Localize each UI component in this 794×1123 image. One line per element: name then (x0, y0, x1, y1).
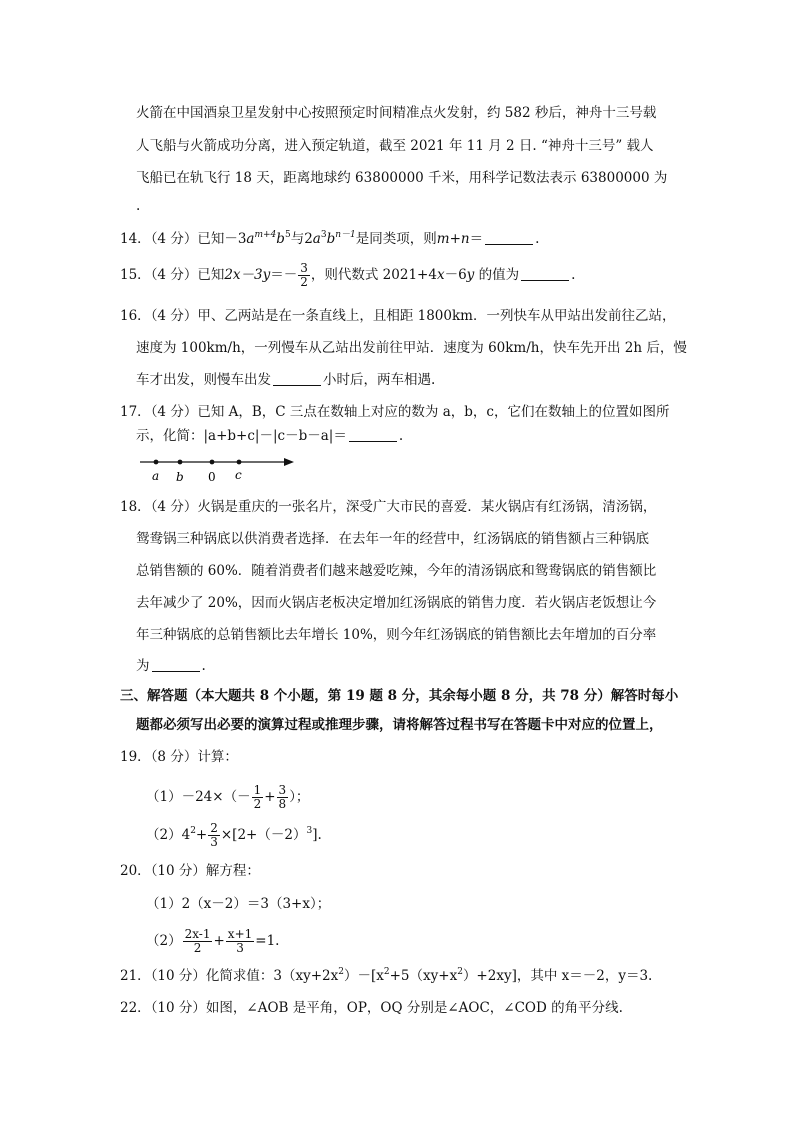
fraction-2x-1-over-2: $\frac{2x-1}{2}$ (184, 927, 211, 955)
question-18-line-2: 鸳鸯锅三种锅底以供消费者选择．在去年一年的经营中，红汤锅底的销售额占三种锅底 (136, 531, 649, 547)
fraction-3-over-2: $\frac{3}{2}$ (300, 261, 308, 289)
question-18-line-1: 18．（4 分）火锅是重庆的一张名片，深受广大市民的喜爱．某火锅店有红汤锅，清汤锅， (120, 499, 657, 515)
fraction-x+1-over-3: $\frac{x+1}{3}$ (227, 927, 253, 955)
question-16-line-1: 16．（4 分）甲、乙两站是在一条直线上，且相距 1800km．一列快车从甲站出发前往乙站， (120, 308, 676, 324)
fraction-3-over-8: $\frac{3}{8}$ (278, 783, 287, 811)
question-17-line-1: 17．（4 分）已知 A，B，C 三点在数轴上对应的数为 a，b，c，它们在数轴上的位置如图所 (120, 404, 670, 420)
answer-blank-16 (273, 371, 321, 386)
section-3-heading-line-1: 三、解答题（本大题共 8 个小题，第 19 题 8 分，其余每小题 8 分，共 78 分）解答时每小 (120, 688, 679, 704)
question-19-part-1: （1）－24×（－ $\frac{1}{2}$ + $\frac{3}{8}$ ）； (146, 783, 310, 811)
question-20-part-1: （1）2（x－2）＝3（3+x）； (146, 896, 331, 912)
point-origin (210, 460, 215, 465)
label-b: b (176, 470, 184, 484)
question-14: 14．（4 分）已知$-3a^{m+4}b^5$与$2a^3b^{n-1}$是同类项，则m+n＝ . (120, 230, 540, 247)
question-21: 21．（10 分）化简求值：$3(xy+2x^2)-[x^2+5(xy+x^2)+2xy]$，其中 x＝－2，y＝3. (120, 967, 653, 984)
number-line-figure (138, 452, 298, 492)
question-18-line-6: 为 . (136, 658, 206, 674)
answer-blank-17 (349, 427, 397, 442)
question-16-line-3: 车才出发，则慢车出发 小时后，两车相遇. (136, 372, 436, 388)
question-20-part-2: （2） $\frac{2x-1}{2}$ + $\frac{x+1}{3}$ =1. (146, 927, 280, 955)
intro-line-1: 火箭在中国酒泉卫星发射中心按照预定时间精准点火发射，约 582 秒后，神舟十三号载 (136, 105, 657, 121)
answer-blank-14 (485, 230, 533, 245)
section-3-heading-line-2: 题都必须写出必要的演算过程或推理步骤，请将解答过程书写在答题卡中对应的位置上， (136, 717, 663, 733)
question-20-heading: 20．（10 分）解方程： (120, 863, 260, 879)
answer-blank-15 (521, 266, 569, 281)
label-c: c (235, 468, 242, 482)
question-15: 15．（4 分）已知2x－3y＝－ $\frac{3}{2}$ ，则代数式 2021+4x－6y 的值为 . (120, 261, 576, 289)
label-0: 0 (208, 470, 216, 484)
question-18-line-4: 去年减少了 20%，因而火锅店老板决定增加红汤锅底的销售力度．若火锅店老饭想让今 (136, 595, 657, 611)
question-18-line-3: 总销售额的 60%．随着消费者们越来越爱吃辣，今年的清汤锅底和鸳鸯锅底的销售额比 (136, 563, 657, 579)
fraction-2-over-3: $\frac{2}{3}$ (210, 821, 218, 849)
fraction-1-over-2: $\frac{1}{2}$ (253, 783, 262, 811)
question-19-part-2: $(2)4^2+$ $\frac{2}{3}$ $\times[2+(-2)^3]$. (146, 821, 322, 849)
point-c (237, 460, 242, 465)
intro-line-3: 飞船已在轨飞行 18 天，距离地球约 63800000 千米，用科学记数法表示 63800000 为 (136, 170, 668, 186)
point-a (154, 460, 159, 465)
question-18-line-5: 年三种锅底的总销售额比去年增长 10%，则今年红汤锅底的销售额比去年增加的百分率 (136, 627, 657, 643)
question-17-line-2: 示，化简：|a+b+c|－|c－b－a|＝ . (136, 428, 404, 444)
answer-blank-18 (152, 657, 200, 672)
question-16-line-2: 速度为 100km/h，一列慢车从乙站出发前往甲站．速度为 60km/h，快车先开出 2h 后，慢 (136, 340, 687, 356)
question-19-heading: 19．（8 分）计算： (120, 749, 238, 765)
question-22: 22．（10 分）如图，∠AOB 是平角，OP，OQ 分别是∠AOC，∠COD 的角平分线. (120, 1000, 623, 1016)
intro-line-2: 人飞船与火箭成功分离，进入预定轨道，截至 2021 年 11 月 2 日. “神舟十三号” 载人 (136, 138, 654, 154)
point-b (178, 460, 183, 465)
label-a: a (152, 469, 160, 483)
number-line-arrow (284, 458, 294, 466)
intro-line-4: . (136, 198, 141, 214)
